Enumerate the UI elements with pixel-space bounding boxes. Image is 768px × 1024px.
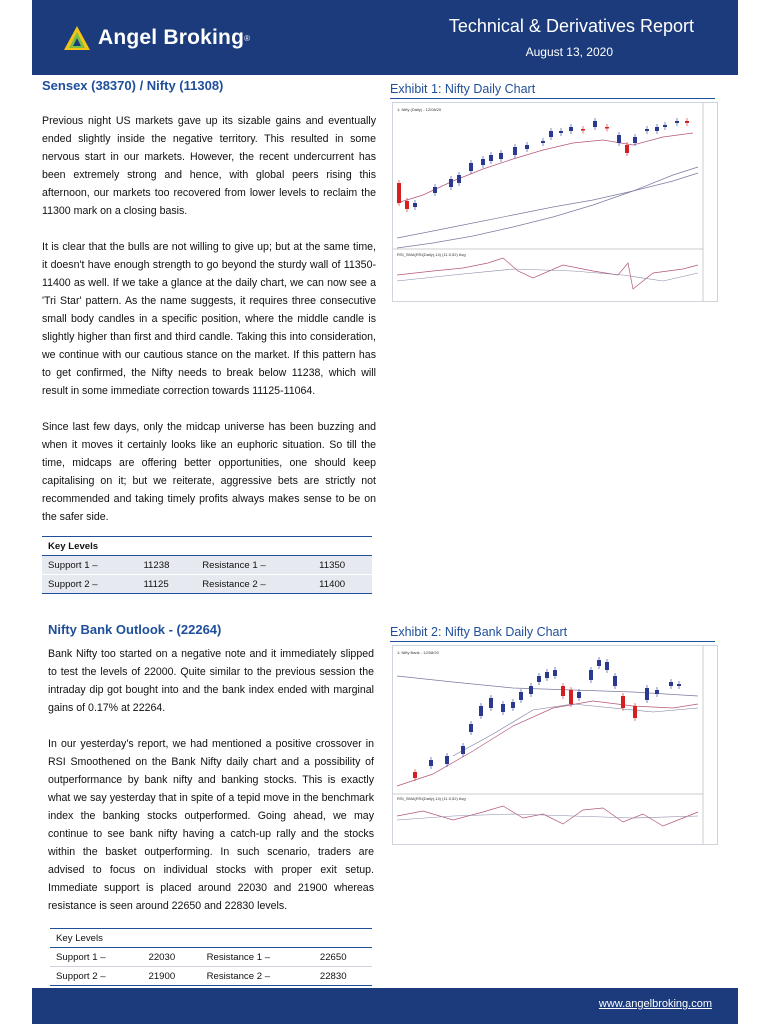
candle-body: [501, 704, 505, 712]
candle-body: [445, 756, 449, 764]
candle-body: [561, 686, 565, 696]
bank-resistance-2-value: 22830: [319, 970, 347, 982]
bank-ema-long: [397, 676, 698, 696]
sensex-paragraph-2: It is clear that the bulls are not willing to give up; but at the same time, it doesn't have enough strength to go beyond the sturdy wall of 11350-11400 as well. If we take a glance at the daily chart, we can now see a 'Tri Star' pattern. As the name suggests, it requires three consecutive small body candles in a specific position, where the middle candle is slightly higher than first and third candle. Taking this into consideration, we continue with our cautious stance on the market. If this pattern has to get confirmed, the Nifty needs to break below 11238, which will result in some immediate correction towards 11125-11064.: [42, 241, 376, 397]
sensex-paragraph-3: Since last few days, only the midcap universe has been buzzing and when it moves it certainly looks like an euphoric situation. So till the time, midcaps are offering better opportunities, one should keep capitalising on it; but we reiterate, aggressive bets are strictly not recommended and taking timely profits always makes sense to be on the safer side.: [42, 421, 376, 523]
candle-body: [663, 125, 667, 127]
bank-resistance-1-label: Resistance 1 –: [206, 951, 271, 963]
candle-body: [549, 131, 553, 137]
candle-body: [675, 121, 679, 123]
candle-body: [433, 187, 437, 193]
bank-support-1-value: 22030: [148, 951, 176, 963]
website-link[interactable]: www.angelbroking.com: [598, 998, 712, 1010]
nifty-chart: [392, 102, 718, 302]
candle-body: [625, 145, 629, 153]
candle-body: [589, 670, 593, 680]
nifty-rsi-avg: [397, 269, 698, 281]
bank-chart-legend: 1: Nifty Bank - 12/08/20: [397, 650, 439, 655]
bank-chart-svg: [393, 646, 717, 844]
report-header: [32, 0, 738, 75]
candle-body: [413, 772, 417, 778]
candle-body: [469, 724, 473, 732]
candle-body: [525, 145, 529, 149]
exhibit-1-title: Exhibit 1: Nifty Daily Chart: [390, 82, 536, 96]
bank-ema-short: [453, 704, 698, 756]
candle-body: [449, 179, 453, 187]
exhibit-2-title: Exhibit 2: Nifty Bank Daily Chart: [390, 625, 568, 639]
bank-indicator-label: RSI_SMA(RSI(Daily),14) (11.0,52) Avg: [397, 796, 466, 801]
nifty-chart-svg: [393, 103, 717, 301]
support-1-value: 11238: [137, 556, 196, 575]
report-date: August 13, 2020: [525, 45, 613, 59]
exhibit-2-rule: [390, 641, 715, 642]
angel-logo-icon: [62, 24, 92, 52]
candle-body: [405, 201, 409, 209]
candle-body: [617, 135, 621, 143]
candle-body: [613, 676, 617, 686]
report-footer: [32, 988, 738, 1024]
candle-body: [489, 155, 493, 161]
candle-body: [685, 121, 689, 123]
candle-body: [541, 141, 545, 143]
candle-body: [457, 175, 461, 183]
candle-body: [413, 203, 417, 207]
bank-resistance-1-value: 22650: [319, 951, 347, 963]
candle-body: [633, 706, 637, 718]
bank-key-levels: [50, 928, 372, 986]
resistance-2-label: Resistance 2 –: [196, 575, 313, 594]
candle-body: [677, 684, 681, 686]
candle-body: [645, 129, 649, 131]
bank-ema-mid: [397, 701, 698, 786]
bank-paragraph-1: Bank Nifty too started on a negative note and it immediately slipped to test the levels of 22000. Quite similar to the previous session the intraday dip got bought into and the bank index ended with marginal gains of 0.17% at 22264.: [48, 648, 374, 714]
nifty-key-levels: [42, 536, 372, 594]
candle-body: [655, 690, 659, 694]
candle-body: [513, 147, 517, 155]
candle-body: [655, 127, 659, 131]
nifty-ema-short: [397, 133, 693, 203]
bank-support-2-value: 21900: [148, 970, 176, 982]
bank-rsi-avg: [397, 814, 698, 820]
support-1-label: Support 1 –: [42, 556, 137, 575]
candle-body: [545, 672, 549, 678]
bank-nifty-chart: [392, 645, 718, 845]
sensex-title: Sensex (38370) / Nifty (11308): [42, 78, 224, 93]
support-2-label: Support 2 –: [42, 575, 137, 594]
candle-body: [559, 131, 563, 133]
candle-body: [489, 698, 493, 708]
candle-body: [397, 183, 401, 203]
sensex-paragraph-1: Previous night US markets gave up its sizable gains and eventually ended slightly inside the negative territory. This resulted in some nervous start in our markets. However, the recent undercurrent has been extremely strong and hence, with global peers rising this afternoon, our markets too recovered from lower levels to reclaim the 11300 mark on a closing basis.: [42, 115, 376, 217]
candle-body: [519, 692, 523, 700]
bank-title: Nifty Bank Outlook - (22264): [48, 622, 222, 637]
candle-body: [553, 670, 557, 676]
candle-body: [633, 137, 637, 143]
candle-body: [669, 682, 673, 686]
candle-body: [569, 690, 573, 704]
candle-body: [469, 163, 473, 171]
candle-body: [593, 121, 597, 127]
bank-key-levels-heading: Key Levels: [56, 932, 103, 944]
nifty-ema-mid: [397, 167, 698, 248]
nifty-indicator-label: RSI_SMA(RSI(Daily),14) (11.0,52) Avg: [397, 252, 466, 257]
bank-section: [48, 622, 374, 915]
brand-name: Angel Broking: [98, 26, 245, 49]
candle-body: [511, 702, 515, 708]
candle-body: [479, 706, 483, 716]
candle-body: [597, 660, 601, 666]
resistance-2-value: 11400: [313, 575, 372, 594]
bank-resistance-2-label: Resistance 2 –: [206, 970, 271, 982]
resistance-1-value: 11350: [313, 556, 372, 575]
bank-support-2-label: Support 2 –: [56, 970, 106, 982]
bank-support-1-label: Support 1 –: [56, 951, 106, 963]
candle-body: [577, 692, 581, 698]
key-levels-heading: Key Levels: [48, 540, 99, 552]
bank-rsi-line: [397, 806, 698, 826]
nifty-chart-legend: 1: Nifty (Daily) - 12/08/20: [397, 107, 442, 112]
brand-logo: [62, 24, 250, 52]
candle-body: [645, 688, 649, 700]
candle-body: [429, 760, 433, 766]
resistance-1-label: Resistance 1 –: [196, 556, 313, 575]
exhibit-1-rule: [390, 98, 715, 99]
support-2-value: 11125: [137, 575, 196, 594]
candle-body: [529, 686, 533, 694]
nifty-candles: [397, 118, 689, 212]
candle-body: [461, 746, 465, 754]
candle-body: [605, 662, 609, 670]
candle-body: [621, 696, 625, 708]
candle-body: [481, 159, 485, 165]
bank-paragraph-2: In our yesterday's report, we had mentioned a positive crossover in RSI Smoothened on the Bank Nifty daily chart and a possibility of outperformance by bank nifty and banking stocks. This is exactly what we say yesterday that in spite of a tepid move in the benchmark index the banking stocks outperformed. Going ahead, we may continue to see bank nifty having a catch-up rally and the stocks within the basket outperforming. In such scenario, traders are advised to focus on individual stocks with proper exit setup. Immediate support is placed around 22030 and 21900 whereas resistance is seen around 22650 and 22830 levels.: [48, 738, 374, 912]
candle-body: [569, 127, 573, 131]
candle-body: [605, 127, 609, 129]
candle-body: [537, 676, 541, 682]
nifty-rsi-line: [397, 258, 698, 289]
registered-mark: ®: [244, 33, 251, 43]
candle-body: [581, 129, 585, 131]
report-title: Technical & Derivatives Report: [448, 16, 694, 36]
sensex-section: [42, 78, 376, 526]
candle-body: [499, 153, 503, 159]
